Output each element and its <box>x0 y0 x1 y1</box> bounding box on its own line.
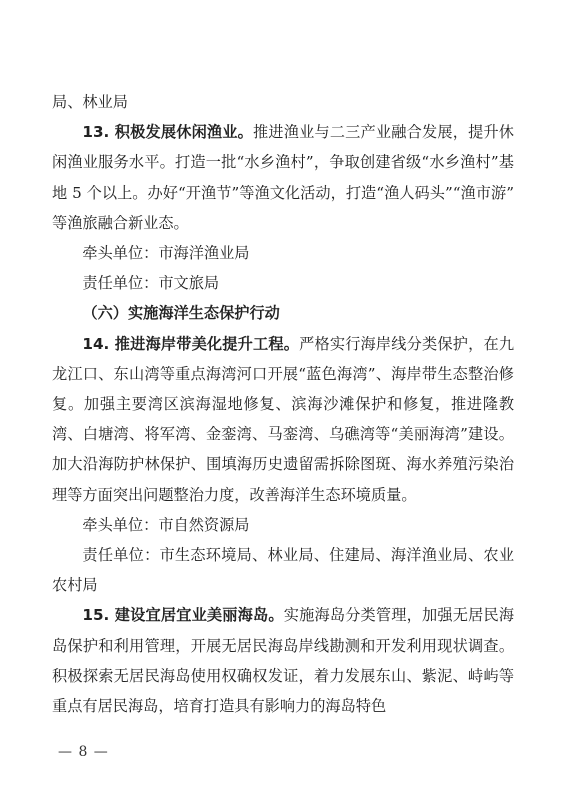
item-body: 严格实行海岸线分类保护，在九龙江口、东山湾等重点海湾河口开展“蓝色海湾”、海岸带生态整治修复。加强主要湾区滨海湿地修复、滨海沙滩保护和修复，推进隆教湾、白塘湾、将军湾、金銮湾、马銮湾、乌礁湾等“美丽海湾”建设。加大沿海防护林保护、围填海历史遗留需拆除图斑、海水养殖污染治理等方面突出问题整治力度，改善海洋生态环境质量。 <box>52 334 515 504</box>
item-heading: 14. 推进海岸带美化提升工程。 <box>82 334 300 353</box>
responsible-unit <box>52 268 514 298</box>
page-number: — 8 — <box>58 744 109 760</box>
item-body: 推进渔业与二三产业融合发展，提升休闲渔业服务水平。打造一批“水乡渔村”，争取创建省级“水乡渔村”基地 5 个以上。办好“开渔节”等渔文化活动，打造“渔人码头”“渔市游” 等渔旅融合新业态。 <box>52 123 514 232</box>
document-body <box>52 87 514 721</box>
item-body: 实施海岛分类管理，加强无居民海岛保护和利用管理，开展无居民海岛岸线勘测和开发利用现状调查。积极探索无居民海岛使用权确权发证，着力发展东山、紫泥、峙屿等重点有居民海岛，培育打造具有影响力的海岛特色 <box>52 606 515 716</box>
lead-unit-text: 牵头单位：市自然资源局 <box>82 515 250 534</box>
lead-unit <box>52 238 514 268</box>
paragraph-item-15 <box>52 600 514 721</box>
section-heading <box>52 298 514 328</box>
responsible-unit <box>52 540 514 600</box>
item-heading: 15. 建设宜居宜业美丽海岛。 <box>82 606 284 625</box>
paragraph-item-13 <box>52 117 514 238</box>
lead-unit <box>52 510 514 540</box>
item-heading: 13. 积极发展休闲渔业。 <box>82 123 254 142</box>
lead-unit-text: 牵头单位：市海洋渔业局 <box>82 244 250 263</box>
paragraph-text: 局、林业局 <box>52 93 128 111</box>
responsible-unit-text: 责任单位：市生态环境局、林业局、住建局、海洋渔业局、农业农村局 <box>52 546 514 595</box>
responsible-unit-text: 责任单位：市文旅局 <box>82 274 220 293</box>
paragraph-item-14 <box>52 329 514 510</box>
paragraph-continued <box>52 87 514 117</box>
section-heading-text: （六）实施海洋生态保护行动 <box>82 304 280 323</box>
